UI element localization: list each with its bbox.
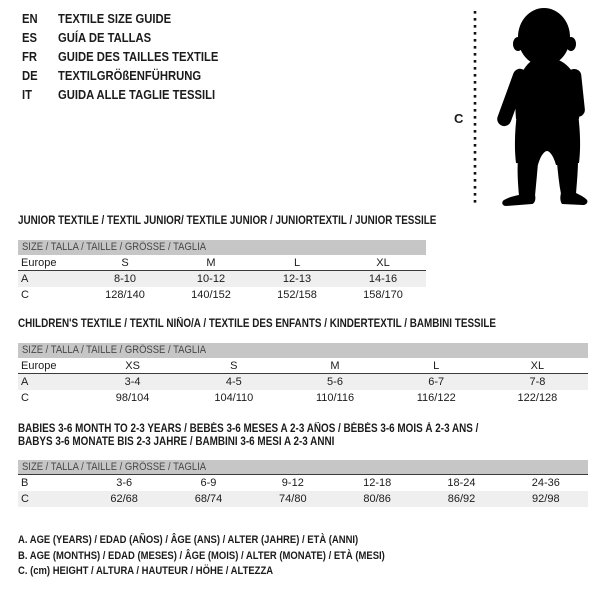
row-label: B (21, 477, 29, 489)
legend-line-a: A. AGE (YEARS) / EDAD (AÑOS) / ÂGE (ANS) / ALTER (JAHRE) / ETÀ (ANNI) (18, 534, 359, 546)
table-cell: 92/98 (532, 493, 560, 505)
table-cell: 3-4 (124, 376, 141, 388)
language-title: TEXTILE SIZE GUIDE (58, 11, 172, 26)
language-row (22, 66, 218, 85)
table-cell: 9-12 (281, 477, 304, 489)
section-heading-line2: BABYS 3-6 MONATE BIS 2-3 JAHRE / BAMBINI 3-6 MESI A 2-3 ANNI (18, 436, 335, 448)
column-header: XS (125, 360, 140, 372)
table-cell: 128/140 (105, 289, 145, 301)
table-row-a (18, 271, 426, 287)
row-label: C (21, 493, 29, 505)
column-header: L (433, 360, 440, 372)
row-label: A (21, 376, 29, 388)
column-header: Europe (21, 257, 57, 269)
measure-legend (18, 533, 445, 580)
column-header-row (18, 358, 588, 374)
column-header: Europe (21, 360, 57, 372)
size-bar: SIZE / TALLA / TAILLE / GRÖSSE / TAGLIA (18, 460, 588, 475)
language-code: ES (22, 30, 38, 45)
table-row-c (18, 390, 588, 406)
table-cell: 104/110 (214, 392, 254, 404)
table-cell: 8-10 (113, 273, 137, 285)
table-cell: 98/104 (115, 392, 150, 404)
table-cell: 24-36 (531, 477, 560, 489)
language-title: TEXTILGRÖßENFÜHRUNG (58, 68, 202, 83)
baby-silhouette-icon (450, 5, 595, 210)
section-heading-line1: BABIES 3-6 MONTH TO 2-3 YEARS / BEBÉS 3-6 MESES A 2-3 AÑOS / BÉBÉS 3-6 MOIS À 2-3 ANS / (18, 423, 479, 435)
table-cell: 110/116 (315, 392, 355, 404)
language-row (22, 85, 218, 104)
language-code: IT (22, 87, 32, 102)
section-junior-textile (18, 215, 437, 303)
height-measure-label: C (454, 111, 464, 126)
legend-line-b: B. AGE (MONTHS) / EDAD (MESES) / ÂGE (MOIS) / ALTER (MONATE) / ETÀ (MESI) (18, 549, 385, 562)
language-row (22, 47, 218, 66)
legend-line-c: C. (cm) HEIGHT / ALTURA / HAUTEUR / HÖHE / ALTEZZA (18, 565, 274, 577)
column-header: M (330, 360, 340, 372)
table-row-a (18, 374, 588, 390)
table-cell: 152/158 (277, 289, 317, 301)
column-header: XL (376, 257, 390, 269)
table-cell: 18-24 (447, 477, 476, 489)
language-row (22, 9, 218, 28)
table-cell: 3-6 (116, 477, 133, 489)
table-cell: 122/128 (517, 392, 558, 404)
section-heading: CHILDREN'S TEXTILE / TEXTIL NIÑO/A / TEXTILE DES ENFANTS / KINDERTEXTIL / BAMBINI TESSILE (18, 318, 497, 330)
language-title: GUÍA DE TALLAS (58, 30, 152, 45)
section-babies-textile (18, 423, 588, 507)
language-title: GUIDE DES TAILLES TEXTILE (58, 49, 219, 64)
table-cell: 5-6 (327, 376, 343, 388)
column-header: S (121, 257, 129, 269)
table-cell: 116/122 (416, 392, 456, 404)
language-code: FR (22, 49, 38, 64)
row-label: C (21, 392, 29, 404)
column-header: XL (530, 360, 545, 372)
table-cell: 86/92 (447, 493, 476, 505)
table-cell: 12-18 (363, 477, 392, 489)
language-title-list (22, 9, 240, 104)
table-row-c (18, 287, 426, 303)
table-row-b (18, 475, 588, 491)
column-header: L (293, 257, 301, 269)
language-row (22, 28, 218, 47)
row-label: A (21, 273, 29, 285)
table-cell: 14-16 (368, 273, 398, 285)
table-cell: 6-7 (428, 376, 445, 388)
table-cell: 12-13 (282, 273, 312, 285)
row-label: C (21, 289, 29, 301)
table-cell: 140/152 (191, 289, 231, 301)
language-code: DE (22, 68, 38, 83)
size-bar: SIZE / TALLA / TAILLE / GRÖSSE / TAGLIA (18, 240, 426, 255)
section-childrens-textile (18, 318, 588, 406)
table-cell: 74/80 (279, 493, 307, 505)
table-cell: 80/86 (363, 493, 391, 505)
language-code: EN (22, 11, 38, 26)
table-cell: 6-9 (200, 477, 217, 489)
table-cell: 7-8 (529, 376, 546, 388)
section-heading: JUNIOR TEXTILE / TEXTIL JUNIOR/ TEXTILE JUNIOR / JUNIORTEXTIL / JUNIOR TESSILE (18, 215, 437, 227)
table-cell: 68/74 (194, 493, 223, 505)
table-row-c (18, 491, 588, 507)
column-header-row (18, 255, 426, 271)
table-cell: 158/170 (363, 289, 403, 301)
column-header: S (230, 360, 238, 372)
column-header: M (206, 257, 216, 269)
size-bar: SIZE / TALLA / TAILLE / GRÖSSE / TAGLIA (18, 343, 588, 358)
table-cell: 10-12 (196, 273, 226, 285)
table-cell: 4-5 (225, 376, 242, 388)
language-title: GUIDA ALLE TAGLIE TESSILI (58, 87, 216, 102)
baby-height-figure (450, 5, 595, 210)
table-cell: 62/68 (110, 493, 138, 505)
